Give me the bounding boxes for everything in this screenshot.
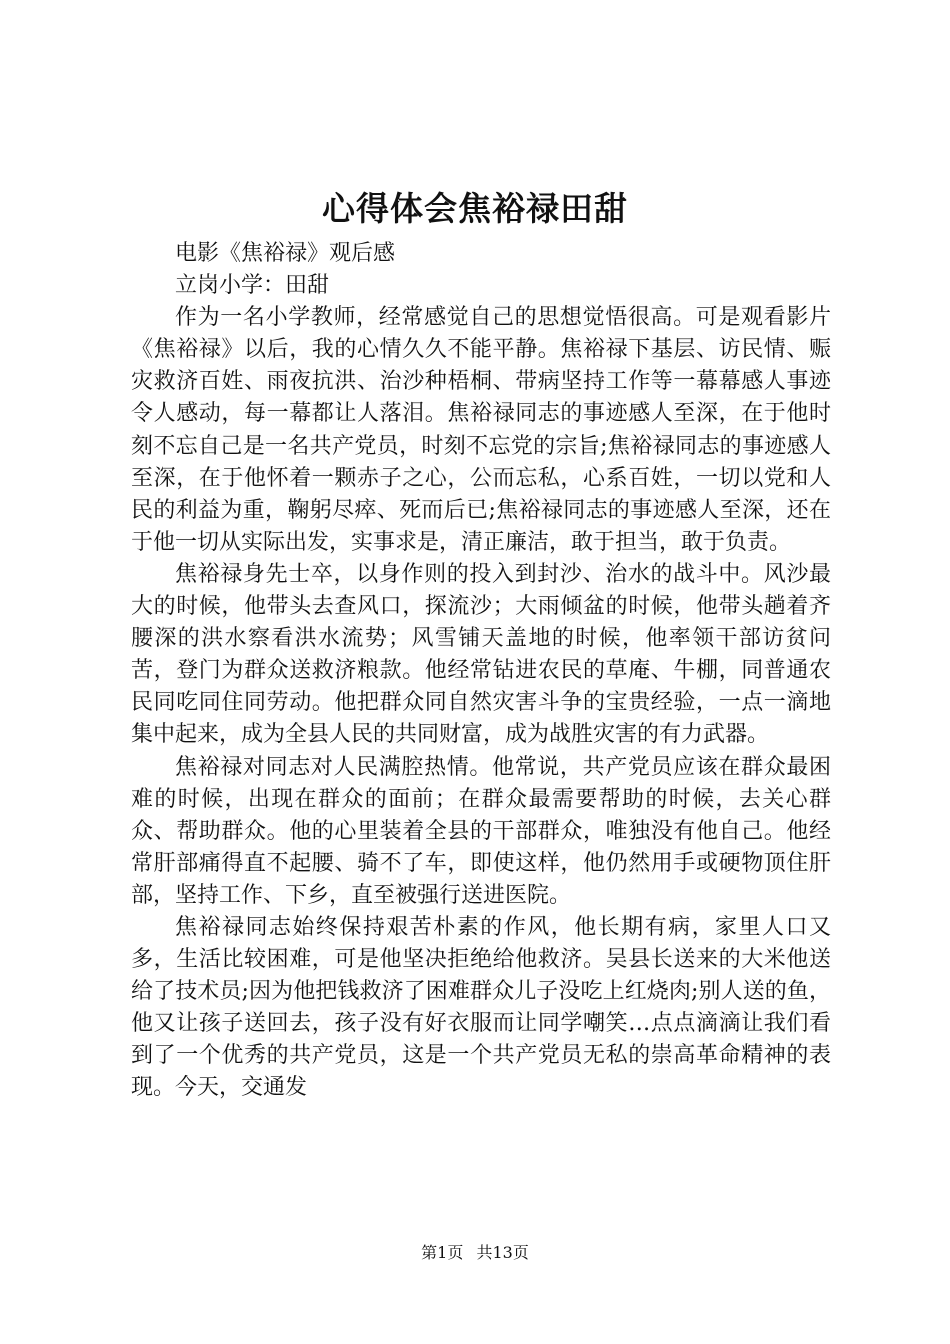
paragraph: 焦裕禄对同志对人民满腔热情。他常说，共产党员应该在群众最困难的时候，出现在群众的面前；在群众最需要帮助的时候，去关心群众、帮助群众。他的心里装着全县的干部群众，唯独没有他自己。他经常肝部痛得直不起腰、骑不了车，即使这样，他仍然用手或硬物顶住肝部，坚持工作、下乡，直至被强行送进医院。 [131, 754, 831, 908]
document-body [131, 238, 831, 1105]
paragraph: 作为一名小学教师，经常感觉自己的思想觉悟很高。可是观看影片《焦裕禄》以后，我的心情久久不能平静。焦裕禄下基层、访民情、赈灾救济百姓、雨夜抗洪、治沙种梧桐、带病坚持工作等一幕幕感人事迹令人感动，每一幕都让人落泪。焦裕禄同志的事迹感人至深，在于他时刻不忘自己是一名共产党员，时刻不忘党的宗旨;焦裕禄同志的事迹感人至深，在于他怀着一颗赤子之心，公而忘私，心系百姓，一切以党和人民的利益为重，鞠躬尽瘁、死而后已;焦裕禄同志的事迹感人至深，还在于他一切从实际出发，实事求是，清正廉洁，敢于担当，敢于负责。 [131, 305, 831, 555]
page-footer [0, 1242, 950, 1264]
author-line: 立岗小学：田甜 [175, 273, 330, 299]
paragraph: 焦裕禄身先士卒，以身作则的投入到封沙、治水的战斗中。风沙最大的时候，他带头去查风口，探流沙；大雨倾盆的时候，他带头趟着齐腰深的洪水察看洪水流势；风雪铺天盖地的时候，他率领干部访贫问苦，登门为群众送救济粮款。他经常钻进农民的草庵、牛棚，同普通农民同吃同住同劳动。他把群众同自然灾害斗争的宝贵经验，一点一滴地集中起来，成为全县人民的共同财富，成为战胜灾害的有力武器。 [131, 561, 831, 748]
document-title: 心得体会焦裕禄田甜 [322, 189, 628, 228]
page-number-current: 第1页 [421, 1243, 464, 1262]
paragraph: 焦裕禄同志始终保持艰苦朴素的作风，他长期有病，家里人口又多，生活比较困难，可是他坚决拒绝给他救济。吴县长送来的大米他送给了技术员;因为他把钱救济了困难群众儿子没吃上红烧肉;别人送的鱼，他又让孩子送回去，孩子没有好衣服而让同学嘲笑…点点滴滴让我们看到了一个优秀的共产党员，这是一个共产党员无私的崇高革命精神的表现。今天，交通发 [131, 914, 831, 1101]
subtitle-line: 电影《焦裕禄》观后感 [175, 241, 396, 266]
page-number-total: 共13页 [476, 1243, 529, 1262]
